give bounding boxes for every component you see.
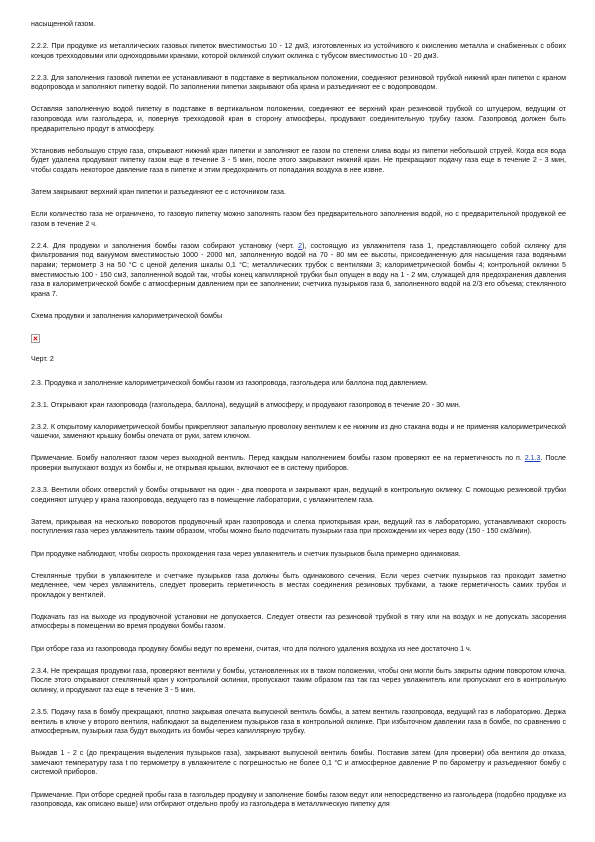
section-link[interactable]: 2.1.3 [524, 454, 541, 463]
paragraph-text: 2.2.4. Для продувки и заполнения бомбы газом собирают установку (черт. [31, 241, 299, 250]
paragraph-text: . После проверки выпускают воздух из бомбы и, не открывая крышки, включают ее в систему приборов. [31, 454, 567, 473]
note [31, 454, 566, 473]
paragraph: 2.3.2. К открытому калориметрической бомбы прикрепляют запальную проволоку вентилем к ее нижним из дно стакана воды и не применяя калориметрической чашечки, заменяют крышку бомбы опечата от руки, затем ключом. [31, 422, 566, 441]
paragraph: Подкачать газ на выходе из продувочной установки не допускается. Следует отвести газ резиновой трубкой в тягу или на воздух и не допускать засорения атмосферы в помещении во время продувки бомбы газом. [31, 612, 566, 631]
paragraph: насыщенной газом. [31, 20, 96, 28]
paragraph: Стеклянные трубки в увлажнителе и счетчике пузырьков газа должны быть одинакового сечения. Если через счетчик пузырьков газ проходит заметно медленнее, чем через увлажнитель, следует проверить герметичность в местах соединения резиновых трубками, а также герметичность самих трубок и прокладок у вентилей. [31, 571, 566, 599]
paragraph [31, 242, 566, 300]
paragraph: 2.2.3. Для заполнения газовой пипетки ее устанавливают в подставке в вертикальном положении, соединяют резиновой трубкой нижний кран пипетки с краном водопровода и заполняют пипетку водой. По заполнении пипетки закрывают оба крана и разъединяют ее с водопроводом. [31, 73, 566, 92]
paragraph: Затем закрывают верхний кран пипетки и разъединяют ее с источником газа. [31, 188, 286, 197]
paragraph-text: ), состоящую из увлажнителя газа 1, представляющего собой склянку для фильтрования под вакуумом вместимостью 1000 - 2000 мл, заполненную водой на 70 - 80 мм ее высоты, присоединенную для насыщения газа водяными парами; термометр 3 на 50 °С с ценой деления шкалы 0,1 °С; металлических трубок с вентилями 3; калориметрической бомбы 4; контрольной оклинки 5 вместимостью 100 - 150 см3, заполненной водой так, чтобы конец капиллярной трубки был опущен в воду на 1 - 2 мм, служащей для предохранения давления газа в калориметрической бомбе с атмосферным давлением при ее заполнении; счетчика пузырьков газа 6, заполненного водой на 2/3 его объема; стеклянного крана 7. [31, 241, 566, 298]
paragraph: Затем, прикрывая на несколько поворотов продувочный кран газопровода и слегка приоткрывая кран, ведущий газ в лабораторию, устанавливают скорость поступления газа через увлажнитель таким образом, чтобы можно было подсчитать пузырьки газа при прохождении их через воду (150 - 150 см3/мин). [31, 517, 566, 536]
paragraph: 2.3.3. Вентили обоих отверстий у бомбы открывают на один - два поворота и закрывают кран, ведущий в контрольную оклинку. С помощью резиновой трубки соединяют штуцер у крана газопровода, ведущего газ в помещение лаборатории, с увлажнителем газа. [31, 486, 566, 504]
paragraph-text: Примечание. Бомбу наполняют газом через выходной вентиль. Перед каждым наполнением бомбы газом проверяют ее на герметичность по п. [31, 454, 525, 463]
document-body [31, 20, 566, 822]
paragraph: Установив небольшую струю газа, открывают нижний кран пипетки и заполняют ее газом по степени слива воды из пипетки небольшой струей. Когда вся вода будет удалена продувают пипетку газом еще в течение 3 - 5 мин, после этого закрывают нижний кран. Не прекращают подачу газа еще в течение 2 - 3 мин, чтобы создать некоторое давление газа в пипетке и этим предохранить от попадания воздуха в нее извне. [31, 146, 566, 174]
paragraph: 2.3.4. Не прекращая продувки газа, проверяют вентили у бомбы, установленных их в таком положении, чтобы они могли быть закрыты одним поворотом ключа. После этого открывают стеклянный кран у контрольной оклинки, пропускают таким образом газ так газ через увлажнитель или пропускают его в контрольную оклинку, и продувают газ еще в течение 3 - 5 мин. [31, 666, 566, 694]
figure-link[interactable]: 2 [298, 241, 303, 250]
paragraph: Оставляя заполненную водой пипетку в подставке в вертикальном положении, соединяют ее верхний кран резиновой трубкой со штуцером, ведущим от газопровода или газгольдера, и, повернув трехходовой кран в сторону атмосферы, продувают соединительную трубку газом. Газопровод должен быть предварительно продут в атмосферу. [31, 105, 566, 133]
figure-caption: Черт. 2 [31, 354, 54, 363]
paragraph: 2.2.2. При продувке из металлических газовых пипеток вместимостью 10 - 12 дм3, изготовленных из устойчивого к окислению металла и снабженных с обоих концов трехходовыми или одноходовыми кранами, которой оклинкой служит оклинка с тубусом вместимостью 10 - 20 дм3. [31, 42, 566, 60]
paragraph: Если количество газа не ограничено, то газовую пипетку можно заполнять газом без предварительного заполнения водой, но с предварительной продувкой ее газом в течение 2 ч. [31, 210, 566, 228]
paragraph: Выждав 1 - 2 с (до прекращения выделения пузырьков газа), закрывают выпускной вентиль бомбы. Поставив затем (для проверки) оба вентиля до отказа, замечают температуру газа t по термометру в увлажнителе с погрешностью не более 0,1 °С и атмосферное давление P по барометру и разъединяют бомбу с системой приборов. [31, 749, 566, 777]
paragraph: 2.3.1. Открывают кран газопровода (газгольдера, баллона), ведущий в атмосферу, и продувают газопровод в течение 20 - 30 мин. [31, 400, 461, 409]
paragraph: 2.3.5. Подачу газа в бомбу прекращают, плотно закрывая опечата выпускной вентиль бомбы, а затем вентиль газопровода, ведущий газ в лабораторию. Держа вентиль в ключе у второго вентиля, наблюдают за выделением пузырьков газа в контрольной оклинке. При избыточном давлении газа в бомбе, по сравнению с атмосферным, пузырьки газа будут выходить из бомбы через капиллярную трубку. [31, 707, 566, 736]
paragraph: При продувке наблюдают, чтобы скорость прохождения газа через увлажнитель и счетчик пузырьков была примерно одинаковая. [31, 549, 461, 558]
note: Примечание. При отборе средней пробы газа в газгольдер продувку и заполнение бомбы газом ведут или непосредственно из газгольдера (подобно продувке из газопровода, как описано выше) или отбирают отдельно пробу из газгольдера в металлическую пипетку для [31, 790, 566, 809]
paragraph: При отборе газа из газопровода продувку бомбы ведут по времени, считая, что для полного удаления воздуха из нее достаточно 1 ч. [31, 644, 472, 653]
figure-title: Схема продувки и заполнения калориметрической бомбы [31, 311, 223, 320]
paragraph: 2.3. Продувка и заполнение калориметрической бомбы газом из газопровода, газгольдера или баллона под давлением. [31, 378, 428, 387]
broken-image-icon [31, 334, 40, 343]
